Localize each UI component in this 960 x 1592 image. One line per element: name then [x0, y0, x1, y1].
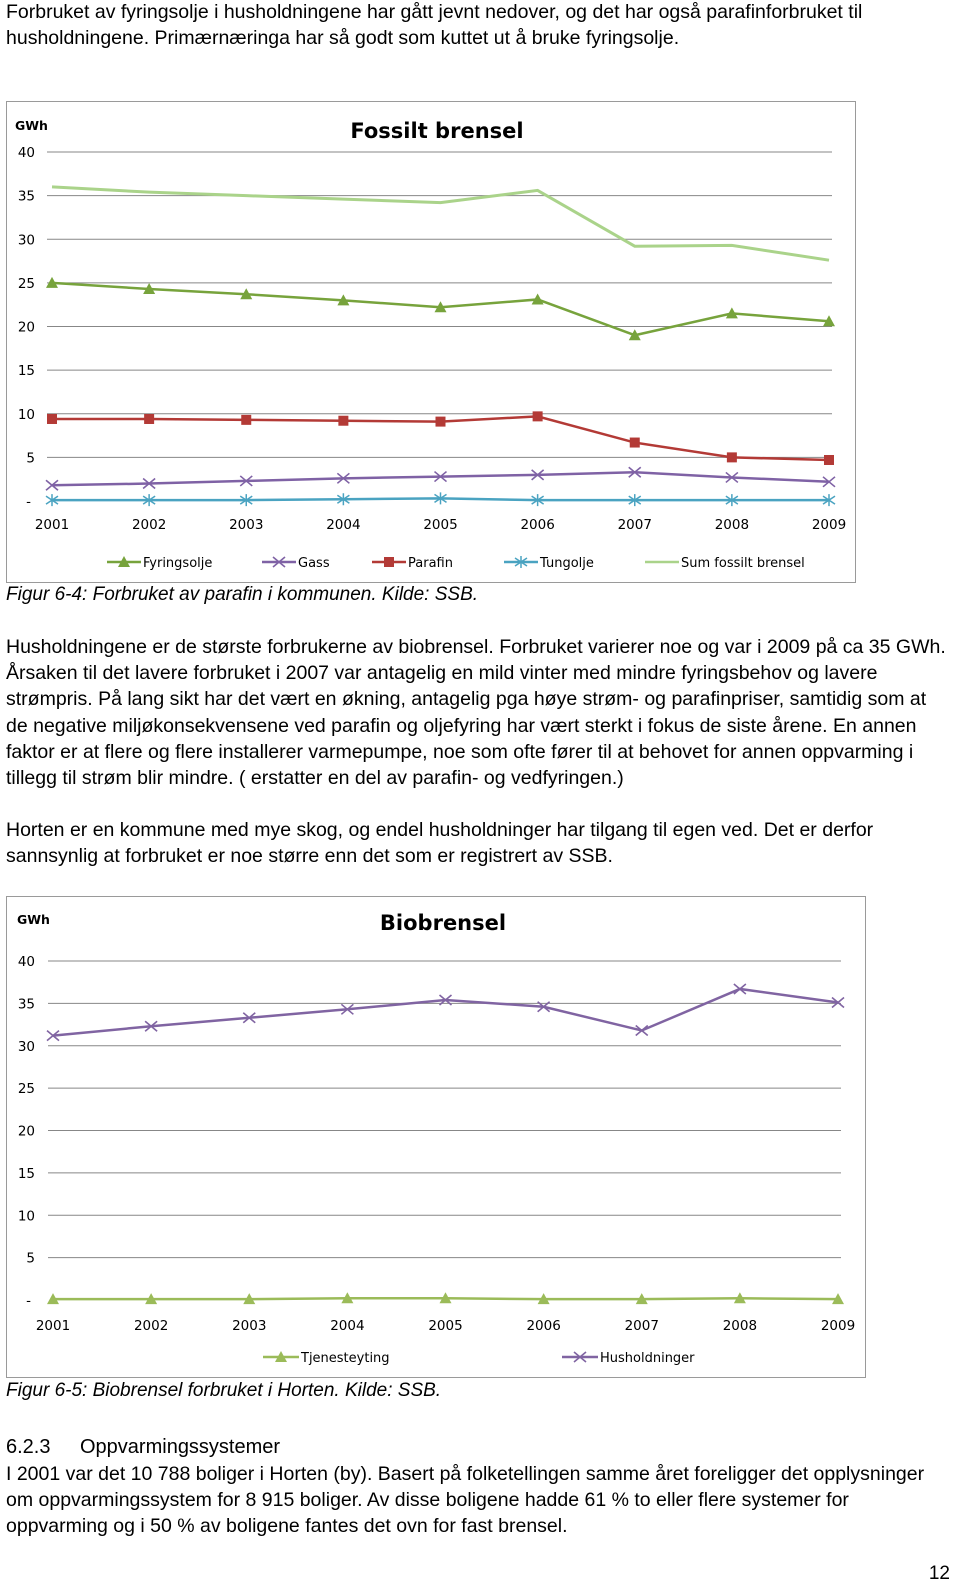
- y-tick-label: 15: [17, 1165, 35, 1182]
- y-tick-label: 40: [17, 145, 35, 161]
- households-paragraph: Husholdningene er de største forbrukerne av biobrensel. Forbruket varierer noe og var i 2009 på ca 35 GWh. Årsaken til det lavere forbruket i 2007 var antagelig en mild vinter med mindre fyringsbehov og lavere strømpris. På lang sikt har det vært en økning, antagelig pga høye strøm- og parafinpriser, samtidig som at de negative miljøkonsekvensene ved parafin og oljefyring har vært sterkt i fokus de siste årene. En annen faktor er at flere og flere installerer varmepumpe, noe som ofte fører til at behovet for annen oppvarming i tillegg til strøm blir mindre. ( erstatter en del av parafin- og vedfyringen.): [6, 636, 946, 790]
- x-tick-label: 2001: [35, 1318, 71, 1334]
- x-tick-label: 2004: [330, 1318, 365, 1334]
- series-line: [53, 989, 838, 1036]
- y-tick-label: 20: [17, 319, 35, 336]
- y-tick-label: 30: [17, 1038, 35, 1055]
- chart-title: Fossilt brensel: [350, 119, 524, 143]
- fossil-fuel-chart: [6, 101, 856, 583]
- legend-label: Parafin: [408, 556, 453, 571]
- legend-label: Fyringsolje: [143, 556, 213, 571]
- x-tick-label: 2002: [133, 1318, 169, 1334]
- x-tick-label: 2003: [232, 1318, 267, 1334]
- data-point: [436, 417, 446, 427]
- data-point: [47, 414, 57, 424]
- x-tick-label: 2005: [423, 517, 458, 533]
- data-point: [144, 414, 154, 424]
- section-number: 6.2.3: [6, 1436, 51, 1458]
- x-tick-label: 2008: [722, 1318, 758, 1334]
- y-tick-label: 25: [17, 275, 35, 292]
- horten-wood-paragraph: Horten er en kommune med mye skog, og endel husholdninger har tilgang til egen ved. Det er derfor sannsynlig at forbruket er noe større enn det som er registrert av SSB.: [6, 819, 874, 868]
- y-axis-unit-label: GWh: [15, 118, 48, 133]
- y-tick-label: 25: [17, 1081, 35, 1098]
- y-tick-label: 40: [17, 954, 35, 970]
- y-tick-label: -: [26, 494, 31, 510]
- y-tick-label: 35: [17, 996, 35, 1013]
- figure-6-5-caption: Figur 6-5: Biobrensel forbruket i Horten. Kilde: SSB.: [6, 1380, 442, 1401]
- legend-label: Sum fossilt brensel: [681, 556, 805, 571]
- x-tick-label: 2002: [131, 517, 167, 533]
- fossil-fuel-chart-svg: [7, 102, 855, 582]
- section-heading: [6, 1434, 280, 1460]
- series-line: [52, 187, 829, 260]
- legend-label: Gass: [298, 556, 330, 571]
- y-tick-label: 5: [26, 1250, 35, 1267]
- page-number: 12: [928, 1563, 950, 1584]
- x-tick-label: 2003: [229, 517, 264, 533]
- y-tick-label: 5: [26, 450, 35, 467]
- data-point: [727, 452, 737, 462]
- census-paragraph: I 2001 var det 10 788 boliger i Horten (by). Basert på folketellingen samme året foreligger det opplysninger om oppvarmingssystem for 8 915 boliger. Av disse boligene hadde 61 % to eller flere systemer for oppvarming og i 50 % av boligene fantes det ovn for fast brensel.: [6, 1463, 925, 1538]
- x-tick-label: 2009: [820, 1318, 856, 1334]
- biofuel-chart-svg: [7, 897, 865, 1377]
- data-point: [630, 438, 640, 448]
- data-point: [338, 416, 348, 426]
- y-tick-label: 35: [17, 188, 35, 205]
- x-tick-label: 2006: [526, 1318, 561, 1334]
- x-tick-label: 2001: [34, 517, 70, 533]
- y-axis-unit-label: GWh: [17, 912, 50, 927]
- y-tick-label: 15: [17, 363, 35, 380]
- y-tick-label: -: [26, 1293, 31, 1309]
- y-tick-label: 30: [17, 232, 35, 249]
- data-point: [824, 455, 834, 465]
- x-tick-label: 2009: [811, 517, 847, 533]
- legend-label: Tungolje: [540, 556, 594, 571]
- chart-title: Biobrensel: [379, 911, 507, 935]
- data-point: [241, 415, 251, 425]
- x-tick-label: 2004: [326, 517, 361, 533]
- x-tick-label: 2006: [520, 517, 555, 533]
- y-tick-label: 10: [17, 1208, 35, 1225]
- y-tick-label: 20: [17, 1123, 35, 1140]
- x-tick-label: 2005: [428, 1318, 463, 1334]
- section-title: Oppvarmingssystemer: [80, 1436, 281, 1458]
- data-point: [533, 411, 543, 421]
- series-line: [52, 472, 829, 485]
- legend-label: Tjenesteyting: [301, 1351, 390, 1366]
- x-tick-label: 2007: [624, 1318, 659, 1334]
- x-tick-label: 2007: [617, 517, 652, 533]
- y-tick-label: 10: [17, 406, 35, 423]
- intro-paragraph: Forbruket av fyringsolje i husholdningene har gått jevnt nedover, og det har også parafinforbruket til husholdningene. Primærnæringa har så godt som kuttet ut å bruke fyringsolje.: [6, 1, 863, 50]
- legend-marker: [384, 557, 394, 567]
- figure-6-4-caption: Figur 6-4: Forbruket av parafin i kommunen. Kilde: SSB.: [6, 584, 479, 605]
- legend-label: Husholdninger: [600, 1351, 695, 1366]
- biofuel-chart: [6, 896, 866, 1378]
- x-tick-label: 2008: [714, 517, 750, 533]
